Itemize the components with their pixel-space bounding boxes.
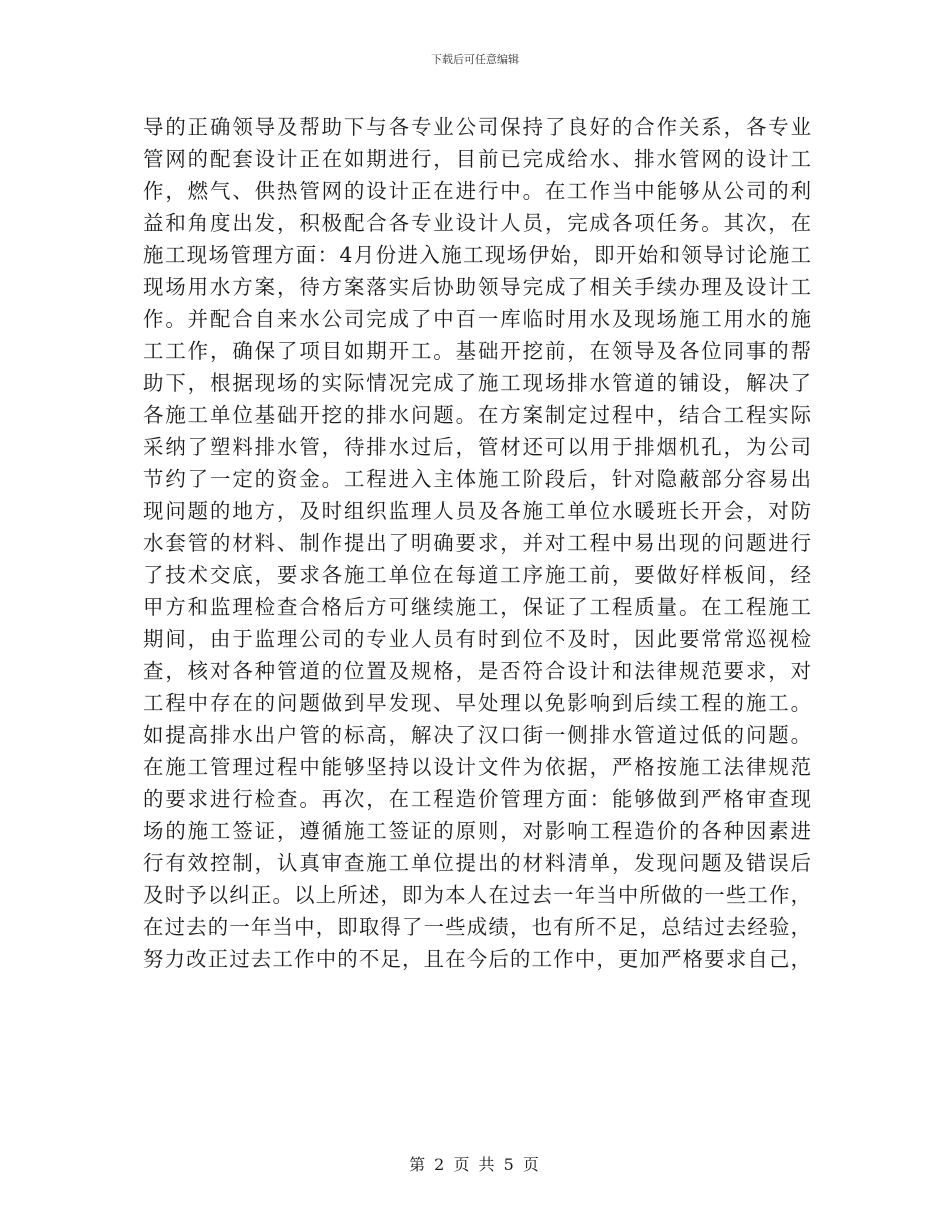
text-line: 的要求进行检查。再次，在工程造价管理方面：能够做到严格审查现 — [143, 787, 811, 811]
text-line: 各施工单位基础开挖的排水问题。在方案制定过程中，结合工程实际 — [143, 403, 811, 427]
text-line: 在过去的一年当中，即取得了一些成绩，也有所不足，总结过去经验， — [143, 915, 811, 939]
text-line: 行有效控制，认真审查施工单位提出的材料清单，发现问题及错误后 — [143, 851, 811, 875]
text-line: 节约了一定的资金。工程进入主体施工阶段后，针对隐蔽部分容易出 — [143, 467, 811, 491]
text-line: 施工现场管理方面：4月份进入施工现场伊始，即开始和领导讨论施工 — [143, 243, 811, 267]
text-line: 现场用水方案，待方案落实后协助领导完成了相关手续办理及设计工 — [143, 275, 811, 299]
text-line: 作，燃气、供热管网的设计正在进行中。在工作当中能够从公司的利 — [143, 179, 811, 203]
text-line: 在施工管理过程中能够坚持以设计文件为依据，严格按施工法律规范 — [143, 755, 811, 779]
page-number-footer: 第 2 页 共 5 页 — [409, 1155, 541, 1174]
text-line: 了技术交底，要求各施工单位在每道工序施工前，要做好样板间，经 — [143, 563, 811, 587]
text-line: 作。并配合自来水公司完成了中百一库临时用水及现场施工用水的施 — [143, 307, 811, 331]
page-header-note: 下载后可任意编辑 — [431, 53, 519, 66]
text-line: 采纳了塑料排水管，待排水过后，管材还可以用于排烟机孔，为公司 — [143, 435, 811, 459]
text-line: 如提高排水出户管的标高，解决了汉口街一侧排水管道过低的问题。 — [143, 723, 811, 747]
text-line: 甲方和监理检查合格后方可继续施工，保证了工程质量。在工程施工 — [143, 595, 811, 619]
text-line: 工工作，确保了项目如期开工。基础开挖前，在领导及各位同事的帮 — [143, 339, 811, 363]
text-line: 水套管的材料、制作提出了明确要求，并对工程中易出现的问题进行 — [143, 531, 811, 555]
text-line: 努力改正过去工作中的不足，且在今后的工作中，更加严格要求自己， — [143, 947, 811, 971]
text-line: 益和角度出发，积极配合各专业设计人员，完成各项任务。其次，在 — [143, 211, 811, 235]
text-line: 助下，根据现场的实际情况完成了施工现场排水管道的铺设，解决了 — [143, 371, 811, 395]
text-line: 现问题的地方，及时组织监理人员及各施工单位水暖班长开会，对防 — [143, 499, 811, 523]
text-line: 查，核对各种管道的位置及规格，是否符合设计和法律规范要求，对 — [143, 659, 811, 683]
text-line: 管网的配套设计正在如期进行，目前已完成给水、排水管网的设计工 — [143, 147, 811, 171]
text-line: 场的施工签证，遵循施工签证的原则，对影响工程造价的各种因素进 — [143, 819, 811, 843]
text-line: 导的正确领导及帮助下与各专业公司保持了良好的合作关系，各专业 — [143, 115, 811, 139]
document-body — [143, 111, 811, 975]
text-line: 期间，由于监理公司的专业人员有时到位不及时，因此要常常巡视检 — [143, 627, 811, 651]
text-line: 工程中存在的问题做到早发现、早处理以免影响到后续工程的施工。 — [143, 691, 811, 715]
text-line: 及时予以纠正。以上所述，即为本人在过去一年当中所做的一些工作， — [143, 883, 811, 907]
